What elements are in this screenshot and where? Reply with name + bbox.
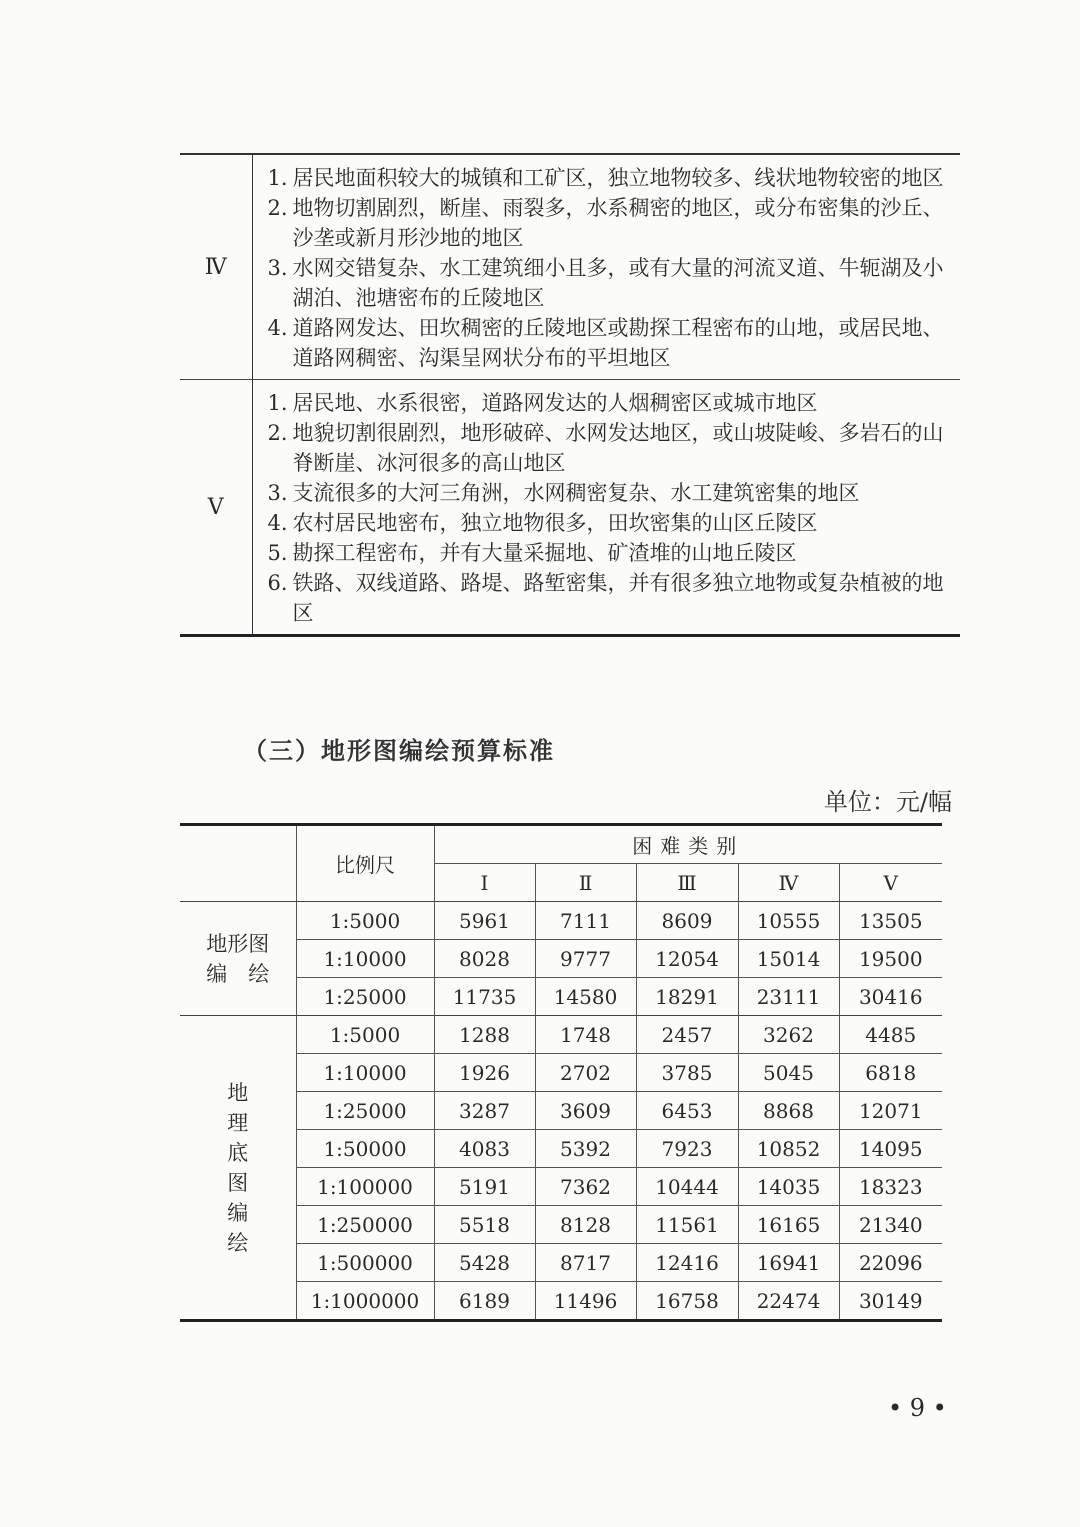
description-item: [268, 568, 957, 628]
value-cell: 15014: [738, 940, 839, 978]
value-cell: 21340: [839, 1206, 942, 1244]
value-cell: 4485: [839, 1016, 942, 1054]
difficulty-class-label: Ⅴ: [180, 380, 252, 636]
value-cell: 3262: [738, 1016, 839, 1054]
value-cell: 18323: [839, 1168, 942, 1206]
value-cell: 8717: [535, 1244, 636, 1282]
description-list: [253, 155, 961, 379]
value-cell: 30149: [839, 1282, 942, 1321]
value-cell: 11735: [434, 978, 535, 1016]
value-cell: 8128: [535, 1206, 636, 1244]
description-item: [268, 538, 957, 568]
table-row: [180, 902, 942, 940]
value-cell: 2702: [535, 1054, 636, 1092]
item-number: 6.: [267, 571, 288, 595]
value-cell: 5428: [434, 1244, 535, 1282]
scale-cell: 1:5000: [296, 902, 434, 940]
header-class: Ⅲ: [636, 864, 738, 902]
description-list: [253, 380, 961, 634]
scale-cell: 1:25000: [296, 1092, 434, 1130]
difficulty-description-cell: [252, 154, 960, 380]
scale-cell: 1:100000: [296, 1168, 434, 1206]
group-label-line: 绘: [227, 1230, 249, 1255]
value-cell: 5045: [738, 1054, 839, 1092]
header-class: Ⅴ: [839, 864, 942, 902]
item-number: 2.: [267, 421, 288, 445]
value-cell: 10444: [636, 1168, 738, 1206]
item-text: 道路网发达、田坎稠密的丘陵地区或勘探工程密布的山地，或居民地、道路网稠密、沟渠呈网状分布的平坦地区: [292, 316, 944, 370]
value-cell: 22474: [738, 1282, 839, 1321]
value-cell: 16165: [738, 1206, 839, 1244]
budget-table: [180, 823, 942, 1322]
group-label-line: 图: [227, 1170, 249, 1195]
item-text: 铁路、双线道路、路堤、路堑密集，并有很多独立地物或复杂植被的地区: [292, 571, 944, 625]
value-cell: 5191: [434, 1168, 535, 1206]
item-text: 居民地、水系很密，道路网发达的人烟稠密区或城市地区: [292, 391, 818, 415]
difficulty-row: [180, 154, 960, 380]
item-number: 1.: [267, 391, 288, 415]
section-title: （三）地形图编绘预算标准: [243, 737, 555, 765]
value-cell: 13505: [839, 902, 942, 940]
header-class: Ⅱ: [535, 864, 636, 902]
description-item: [268, 253, 957, 313]
item-text: 地物切割剧烈，断崖、雨裂多，水系稠密的地区，或分布密集的沙丘、沙垄或新月形沙地的地区: [292, 196, 944, 250]
description-item: [268, 193, 957, 253]
group-label: [180, 1016, 296, 1321]
description-item: [268, 313, 957, 373]
group-label-line: 底: [227, 1140, 249, 1165]
group-label: [180, 902, 296, 1016]
description-item: [268, 388, 957, 418]
item-text: 地貌切割很剧烈，地形破碎、水网发达地区，或山坡陡峻、多岩石的山脊断崖、冰河很多的高山地区: [292, 421, 944, 475]
header-difficulty: 困难类别: [434, 825, 942, 864]
scale-cell: 1:10000: [296, 1054, 434, 1092]
item-number: 2.: [267, 196, 288, 220]
value-cell: 14035: [738, 1168, 839, 1206]
group-label-line: 地形图: [206, 931, 270, 956]
value-cell: 5961: [434, 902, 535, 940]
value-cell: 3609: [535, 1092, 636, 1130]
value-cell: 6189: [434, 1282, 535, 1321]
item-number: 5.: [267, 541, 288, 565]
item-text: 水网交错复杂、水工建筑细小且多，或有大量的河流叉道、牛轭湖及小湖泊、池塘密布的丘陵地区: [292, 256, 944, 310]
scale-cell: 1:10000: [296, 940, 434, 978]
item-number: 3.: [267, 481, 288, 505]
scale-cell: 1:25000: [296, 978, 434, 1016]
value-cell: 18291: [636, 978, 738, 1016]
value-cell: 6818: [839, 1054, 942, 1092]
difficulty-description-cell: [252, 380, 960, 636]
item-text: 支流很多的大河三角洲，水网稠密复杂、水工建筑密集的地区: [292, 481, 860, 505]
group-label-line: 理: [227, 1110, 249, 1135]
value-cell: 7362: [535, 1168, 636, 1206]
description-item: [268, 508, 957, 538]
value-cell: 11496: [535, 1282, 636, 1321]
group-label-line: 地: [227, 1080, 249, 1105]
description-item: [268, 478, 957, 508]
value-cell: 30416: [839, 978, 942, 1016]
page-number: • 9 •: [888, 1394, 947, 1422]
value-cell: 22096: [839, 1244, 942, 1282]
unit-label: 单位：元/幅: [823, 788, 952, 816]
item-number: 3.: [267, 256, 288, 280]
value-cell: 8028: [434, 940, 535, 978]
value-cell: 4083: [434, 1130, 535, 1168]
value-cell: 10852: [738, 1130, 839, 1168]
header-class: Ⅰ: [434, 864, 535, 902]
value-cell: 5518: [434, 1206, 535, 1244]
item-number: 4.: [267, 511, 288, 535]
value-cell: 7923: [636, 1130, 738, 1168]
scale-cell: 1:5000: [296, 1016, 434, 1054]
item-text: 勘探工程密布，并有大量采掘地、矿渣堆的山地丘陵区: [292, 541, 797, 565]
value-cell: 5392: [535, 1130, 636, 1168]
item-text: 居民地面积较大的城镇和工矿区，独立地物较多、线状地物较密的地区: [292, 166, 944, 190]
value-cell: 9777: [535, 940, 636, 978]
difficulty-class-table: [180, 153, 960, 637]
scale-cell: 1:500000: [296, 1244, 434, 1282]
value-cell: 23111: [738, 978, 839, 1016]
table-row: [180, 1016, 942, 1054]
value-cell: 1748: [535, 1016, 636, 1054]
value-cell: 2457: [636, 1016, 738, 1054]
value-cell: 14580: [535, 978, 636, 1016]
group-label-line: 编: [227, 1200, 249, 1225]
budget-header-row: [180, 825, 942, 864]
header-class: Ⅳ: [738, 864, 839, 902]
value-cell: 11561: [636, 1206, 738, 1244]
value-cell: 3785: [636, 1054, 738, 1092]
header-scale: 比例尺: [296, 825, 434, 902]
value-cell: 6453: [636, 1092, 738, 1130]
value-cell: 10555: [738, 902, 839, 940]
group-label-line: 编 绘: [206, 961, 270, 986]
item-text: 农村居民地密布，独立地物很多，田坎密集的山区丘陵区: [292, 511, 818, 535]
difficulty-class-label: Ⅳ: [180, 154, 252, 380]
description-item: [268, 418, 957, 478]
difficulty-row: [180, 380, 960, 636]
value-cell: 12416: [636, 1244, 738, 1282]
value-cell: 16941: [738, 1244, 839, 1282]
item-number: 4.: [267, 316, 288, 340]
value-cell: 12054: [636, 940, 738, 978]
value-cell: 7111: [535, 902, 636, 940]
value-cell: 8609: [636, 902, 738, 940]
header-blank: [180, 825, 296, 902]
scale-cell: 1:1000000: [296, 1282, 434, 1321]
value-cell: 8868: [738, 1092, 839, 1130]
scale-cell: 1:250000: [296, 1206, 434, 1244]
value-cell: 3287: [434, 1092, 535, 1130]
value-cell: 1926: [434, 1054, 535, 1092]
value-cell: 16758: [636, 1282, 738, 1321]
value-cell: 14095: [839, 1130, 942, 1168]
value-cell: 12071: [839, 1092, 942, 1130]
item-number: 1.: [267, 166, 288, 190]
value-cell: 19500: [839, 940, 942, 978]
description-item: [268, 163, 957, 193]
value-cell: 1288: [434, 1016, 535, 1054]
scale-cell: 1:50000: [296, 1130, 434, 1168]
